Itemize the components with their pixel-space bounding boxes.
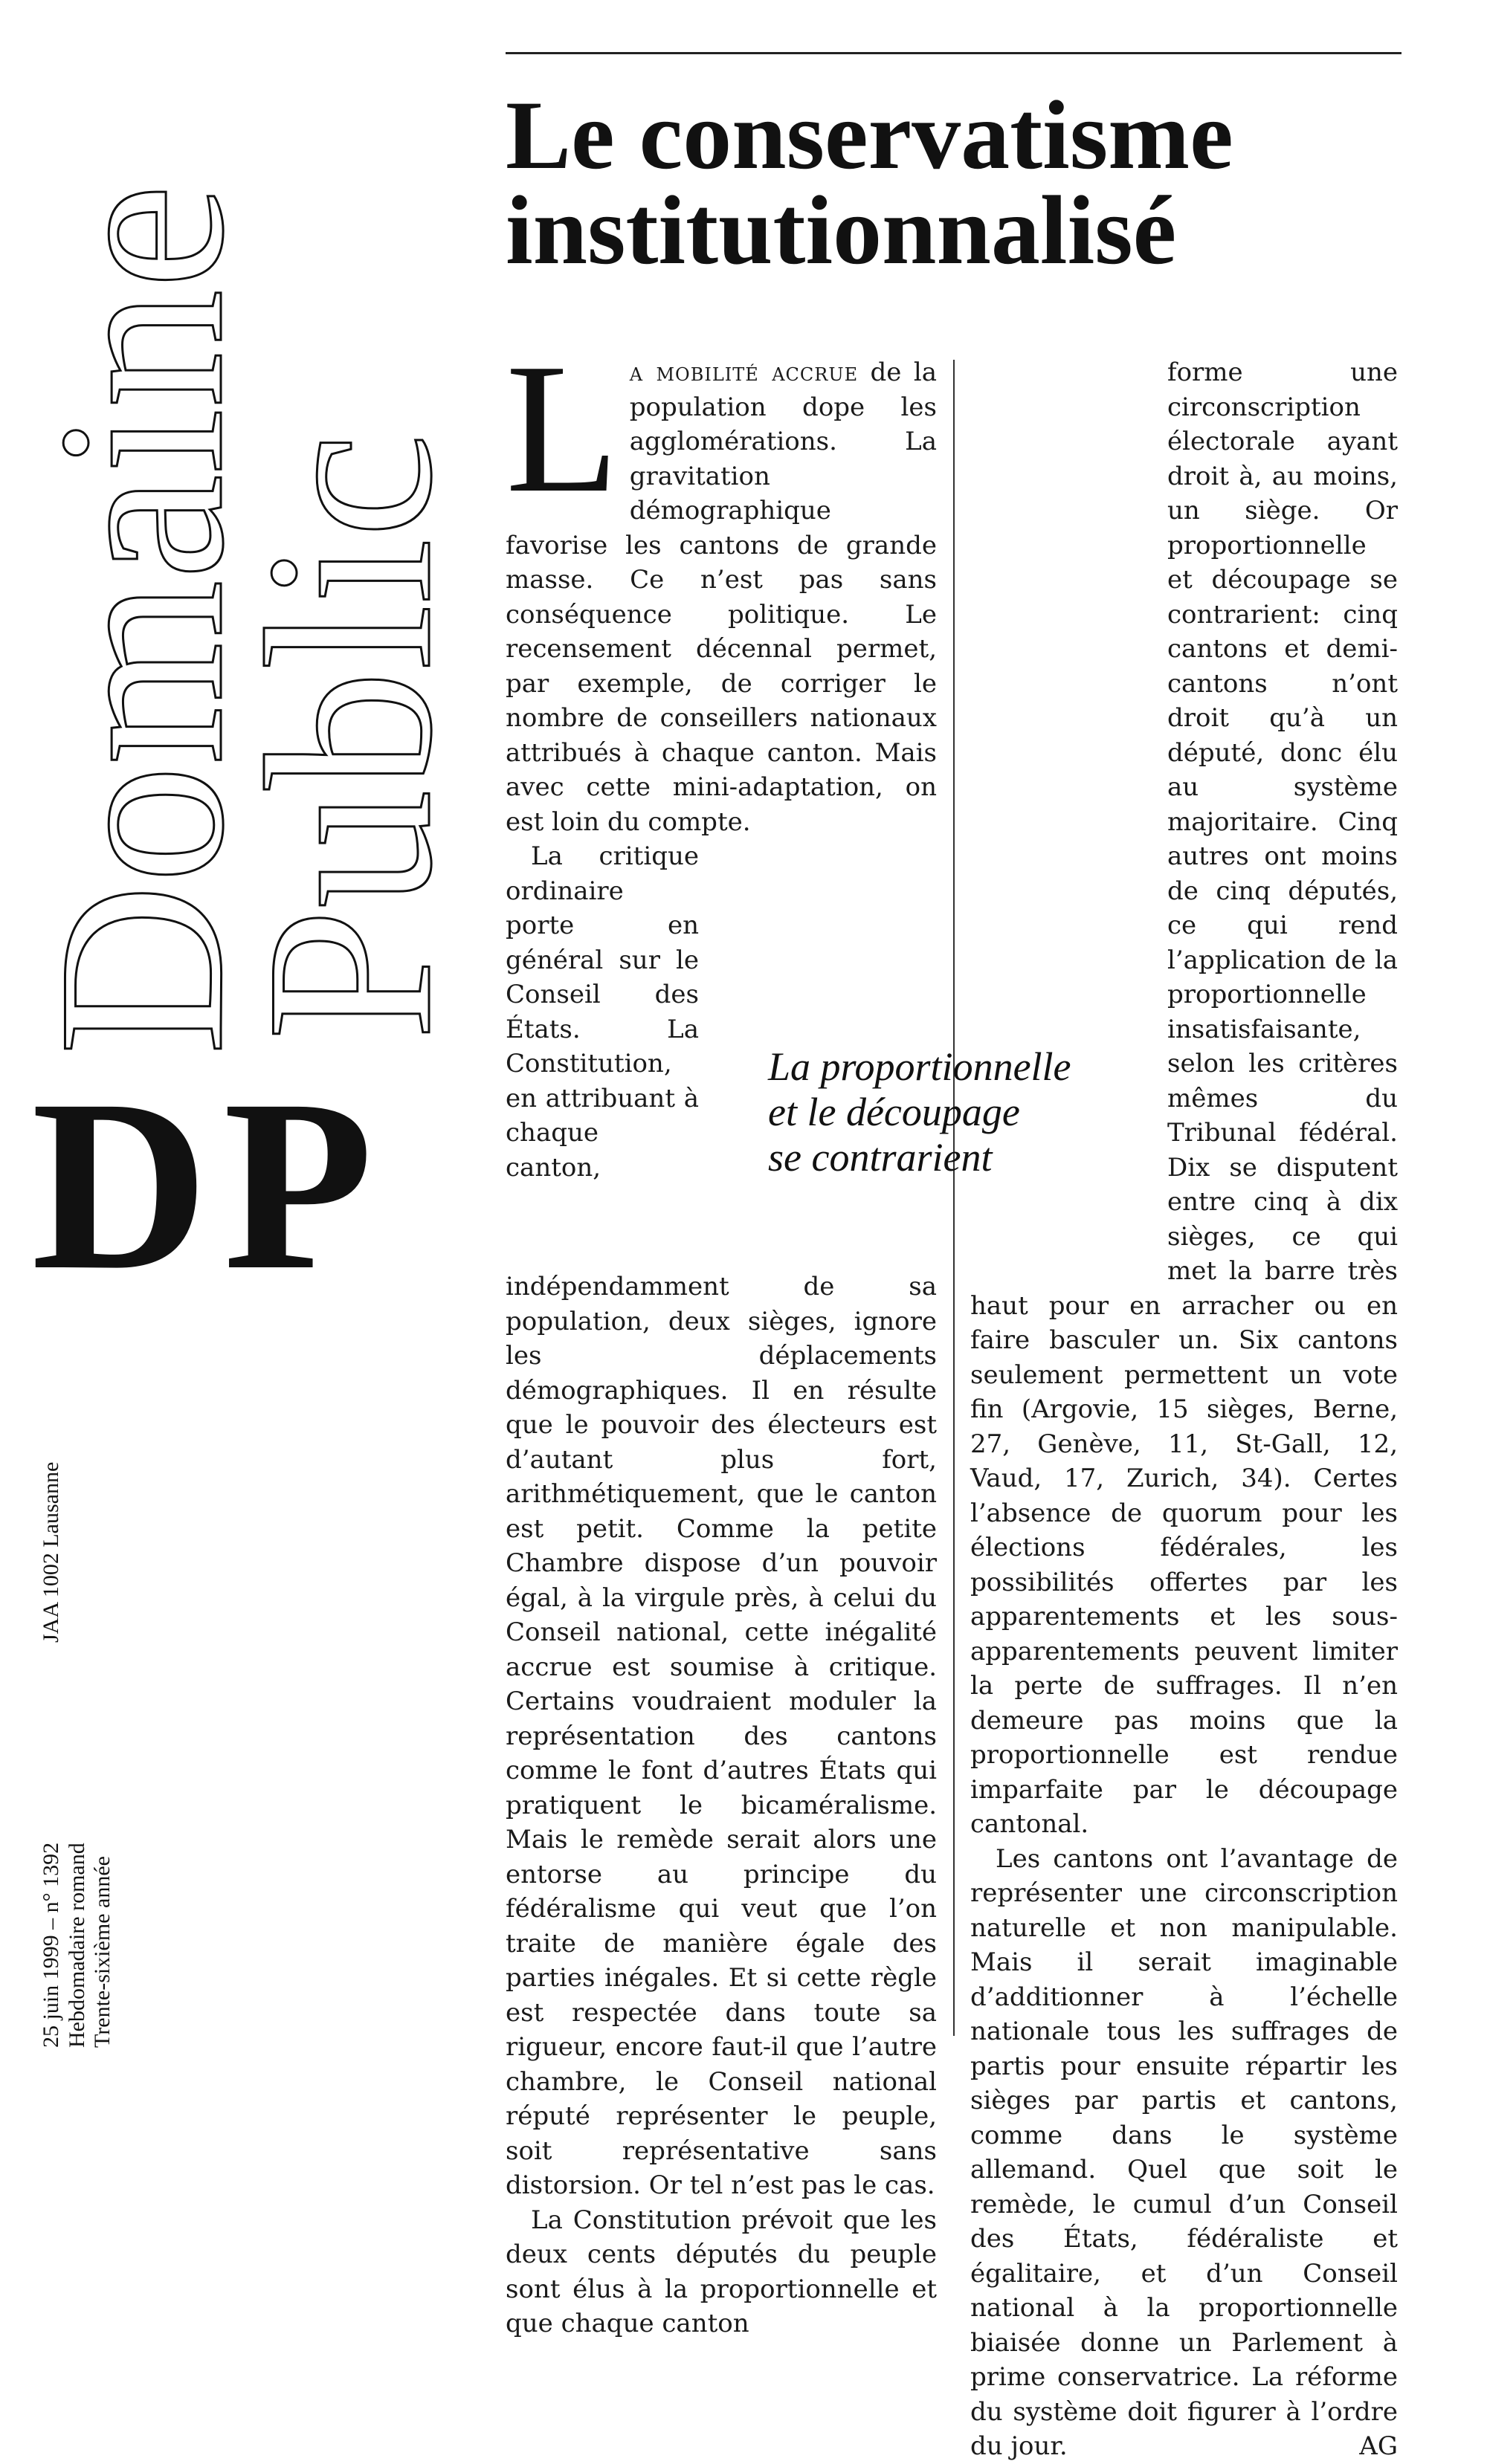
issue-date: 25 juin 1999 – n° 1392 [39,1842,63,2048]
masthead-domaine: Domaine [10,184,273,1055]
masthead-dp-logo: DP [31,1050,388,1321]
pull-quote [768,1044,1140,1180]
paragraph-1: de la population dope les agglomérations. La gravitation démographique favorise les cantons de grande masse. Ce n’est pas sans conséquence politique. Le recensement décennal permet, par exemple, de corriger le nombre de conseillers nationaux attribués à chaque canton. Mais avec cette mini-adaptation, on est loin du compte. [506,358,937,837]
postal-mark: JAA 1002 Lausanne [39,1461,63,1643]
pull-quote-line: et le découpage [768,1090,1020,1134]
pull-quote-line: La proportionnelle [768,1044,1071,1089]
author-signature: AG [1359,2431,1398,2461]
column-divider [953,360,955,2036]
article-column-left [506,326,937,2338]
top-rule [506,52,1401,54]
issue-info [39,1843,116,2048]
paragraph-4: forme une circonscription électorale ayant droit à, au moins, un siège. Or proportionnelle et découpage se contrarient: cinq cantons et demi-cantons n’ont droit qu’à un député, donc élu au système majoritaire. Cinq autres ont moins de cinq députés, ce qui rend l’application de la proportionnelle insatisfaisante, selon les critères mêmes du Tribunal fédéral. Dix se disputent entre cinq à dix sièges, ce qui met la barre très haut pour en arracher ou en faire basculer un. Six cantons seulement permettent un vote fin (Argovie, 15 sièges, Berne, 27, Genève, 11, St-Gall, 12, Vaud, 17, Zurich, 34). Certes l’absence de quorum pour les élections fédérales, les possibilités offertes par les apparentements et les sous-apparentements peuvent limiter la perte de suffrages. Il n’en demeure pas moins que la proportionnelle est rendue imparfaite par le découpage cantonal. [970,358,1398,1839]
article-title: Le conservatisme institutionnalisé [506,80,1233,285]
paragraph-2: La critique ordinaire porte en général sur le Conseil des États. La Constitution, en attribuant à chaque canton, indépendamment de sa population, deux sièges, ignore les déplacements démographiques. Il en résulte que le pouvoir des électeurs est d’autant plus fort, arithmétiquement, que le canton est petit. Comme la petite Chambre dispose d’un pouvoir égal, à la virgule près, à celui du Conseil national, cette inégalité accrue est soumise à critique. Certains voudraient moduler la représentation des cantons comme le font d’autres États qui pratiquent le bicaméralisme. Mais le remède serait alors une entorse au principe du fédéralisme qui veut que l’on traite de manière égale des parties inégales. Et si cette règle est respectée dans toute sa rigueur, encore faut-il que l’autre chambre, le Conseil national réputé représenter le peuple, soit représentative sans distorsion. Or tel n’est pas le cas. [506,841,937,2200]
pull-quote-line: se contrarient [768,1135,993,1180]
masthead-public: Public [218,433,481,1041]
paragraph-3: La Constitution prévoit que les deux cents députés du peuple sont élus à la proportionnelle et que chaque canton [506,2205,937,2338]
drop-cap: L [506,326,619,531]
issue-frequency: Hebdomadaire romand [64,1843,89,2048]
article-column-right [970,355,1398,2461]
lead-smallcaps: a mobilité accrue [629,358,859,387]
paragraph-5: Les cantons ont l’avantage de représenter une circonscription naturelle et non manipulable. Mais il serait imaginable d’additionner à l’échelle nationale tous les suffrages de partis pour ensuite répartir les sièges par partis et cantons, comme dans le système allemand. Quel que soit le remède, le cumul d’un Conseil des États, fédéraliste et égalitaire, et d’un Conseil national à la proportionnelle biaisée donne un Parlement à prime conservatrice. La réforme du système doit figurer à l’ordre du jour. [970,1843,1398,2461]
issue-year: Trente-sixième année [90,1856,114,2048]
